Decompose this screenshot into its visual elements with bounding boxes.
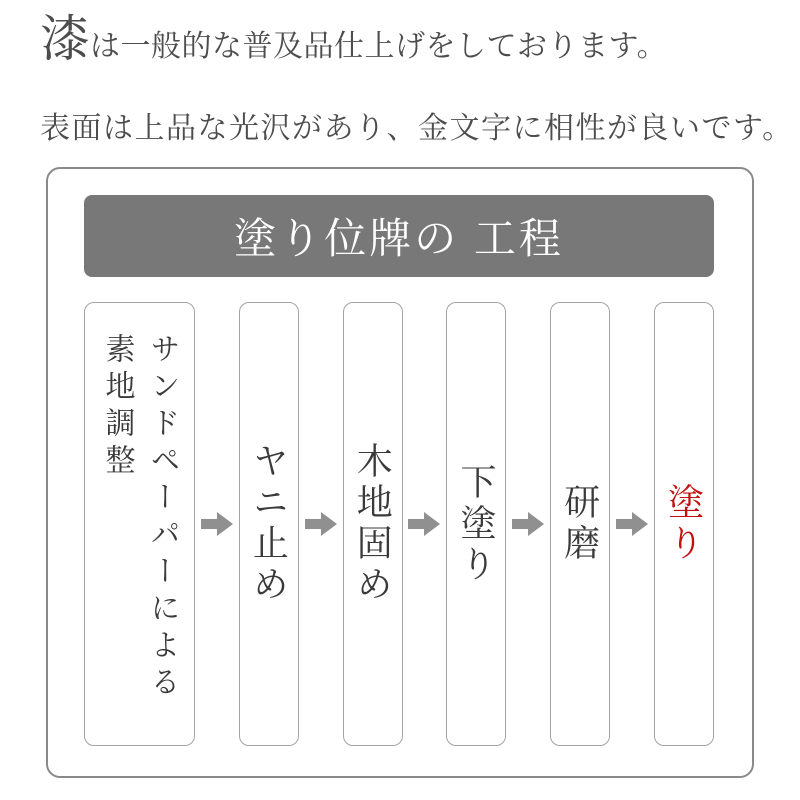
arrow-right-icon [408,510,440,538]
arrow-right-icon [201,510,233,538]
intro-emphasis-char: 漆 [40,11,90,67]
step-label: 木地固め [352,442,394,606]
intro-line-2: 表面は上品な光沢があり、金文字に相性が良いです。 [40,112,794,145]
arrow-cell [299,302,343,746]
arrow-cell [403,302,447,746]
process-step-kenma [550,302,610,746]
process-title: 塗り位牌の 工程 [234,215,564,262]
arrow-cell [610,302,654,746]
process-steps-row [84,302,714,746]
arrow-cell [506,302,550,746]
step-label-column: 素地調整 [100,333,134,481]
process-title-bar [84,195,714,277]
arrow-right-icon [512,510,544,538]
arrow-right-icon [616,510,648,538]
process-step-yani-dome [239,302,299,746]
arrow-right-icon [305,510,337,538]
step-label: ヤニ止め [248,442,290,606]
step-label-highlighted: 塗り [663,483,705,565]
step-label [95,333,185,703]
process-step-nuri [654,302,714,746]
process-step-shita-nuri [446,302,506,746]
process-panel [46,167,754,778]
intro-line-1-text: は一般的な普及品仕上げをしております。 [90,30,668,63]
step-label: 研磨 [559,483,601,565]
process-step-base-preparation [84,302,195,746]
intro-line-1 [40,11,668,67]
step-label-column: サンドペーパーによる [145,333,179,703]
step-label: 下塗り [455,462,497,586]
arrow-cell [195,302,239,746]
process-step-kiji-gatame [343,302,403,746]
